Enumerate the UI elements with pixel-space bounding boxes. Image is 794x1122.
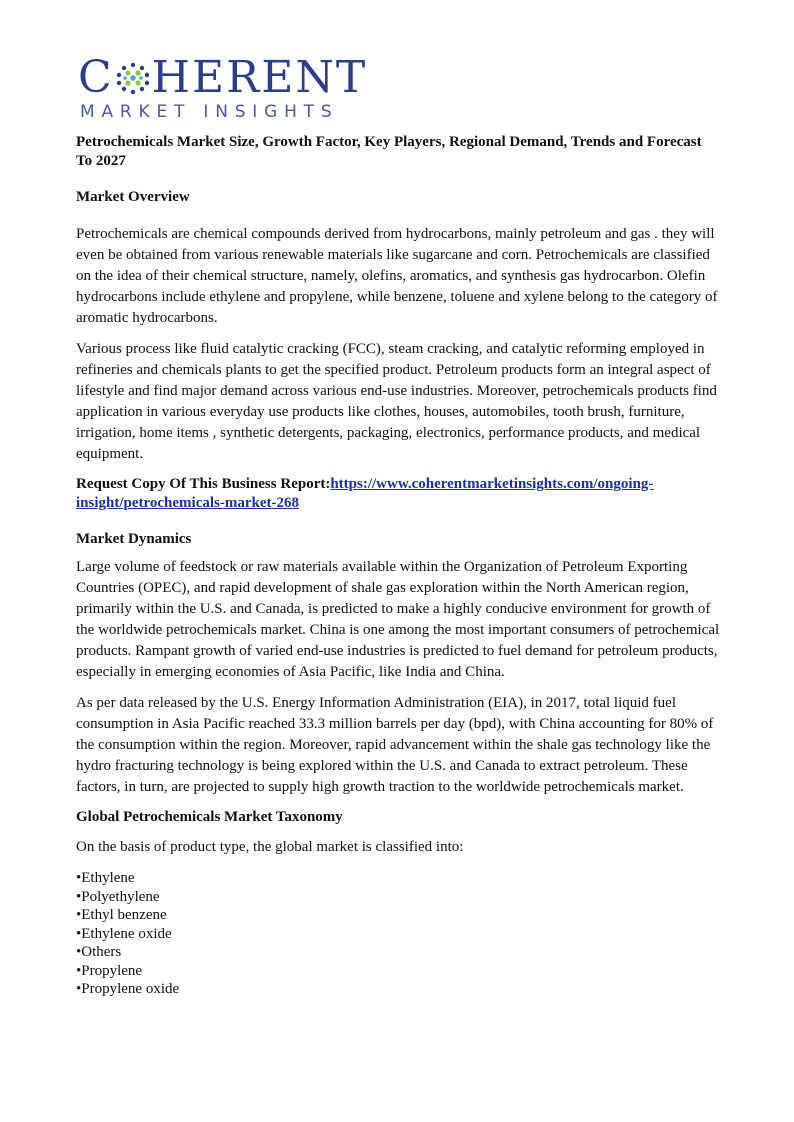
list-item: •Ethylene oxide	[76, 925, 172, 942]
logo-dot-globe-icon	[115, 62, 151, 94]
request-copy-line	[76, 475, 721, 513]
paragraph-overview-1: Petrochemicals are chemical compounds derived from hydrocarbons, mainly petroleum and gas . they will even be obtained from various renewable materials like sugarcane and corn. Petrochemicals are classified on the idea of their chemical structure, namely, olefins, aromatics, and synthesis gas hydrocarbon. Olefin hydrocarbons include ethylene and propylene, while benzene, toluene and xylene belong to the category of aromatic hydrocarbons.	[76, 226, 718, 326]
report-link[interactable]: https://www.coherentmarketinsights.com/ongoing-insight/petrochemicals-market-268	[76, 476, 654, 511]
paragraph-taxonomy-intro: On the basis of product type, the global market is classified into:	[76, 839, 464, 855]
request-copy-label: Request Copy Of This Business Report:	[76, 476, 331, 492]
heading-market-dynamics: Market Dynamics	[76, 531, 192, 547]
paragraph-dynamics-2: As per data released by the U.S. Energy Information Administration (EIA), in 2017, total liquid fuel consumption in Asia Pacific reached 33.3 million barrels per day (bpd), with China accounting for 80% of the consumption within the region. Moreover, rapid advancement within the shale gas technology like the hydro fracturing technology is being explored within the U.S. and Canada to extract petroleum. These factors, in turn, are projected to supply high growth traction to the worldwide petrochemicals market.	[76, 695, 714, 795]
company-logo	[78, 52, 378, 123]
document-page	[76, 52, 721, 999]
list-item: •Others	[76, 944, 122, 960]
document-title: Petrochemicals Market Size, Growth Factor, Key Players, Regional Demand, Trends and Forecast To 2027	[76, 134, 702, 169]
paragraph-overview-2: Various process like fluid catalytic cracking (FCC), steam cracking, and catalytic reforming employed in refineries and chemicals plants to get the specified product. Petroleum products form an integral aspect of lifestyle and find major demand across various end-use industries. Moreover, petrochemicals products find application in various everyday use products like clothes, houses, automobiles, tooth brush, furniture, irrigation, home items , synthetic detergents, packaging, electronics, performance products, and medical equipment.	[76, 341, 717, 462]
list-item: •Polyethylene	[76, 888, 160, 905]
heading-market-taxonomy: Global Petrochemicals Market Taxonomy	[76, 809, 343, 825]
product-type-list	[76, 869, 721, 999]
logo-letters-rest: HERENT	[151, 52, 368, 103]
list-item: •Propylene oxide	[76, 981, 180, 997]
logo-letter-c: C	[78, 52, 114, 103]
paragraph-dynamics-1: Large volume of feedstock or raw materials available within the Organization of Petroleum Exporting Countries (OPEC), and rapid development of shale gas exploration within the North American region, primarily within the U.S. and Canada, is predicted to make a highly conducive environment for growth of the worldwide petrochemicals market. China is one among the most important consumers of petrochemical products. Rampant growth of varied end-use industries is predicted to fuel demand for petroleum products, especially in emerging economies of Asia Pacific, like India and China.	[76, 559, 720, 680]
list-item: •Ethyl benzene	[76, 907, 167, 923]
list-item: •Ethylene	[76, 870, 135, 886]
list-item: •Propylene	[76, 962, 143, 979]
logo-subtitle: MARKET INSIGHTS	[80, 102, 339, 122]
logo-wordmark	[78, 54, 367, 102]
heading-market-overview: Market Overview	[76, 189, 190, 205]
